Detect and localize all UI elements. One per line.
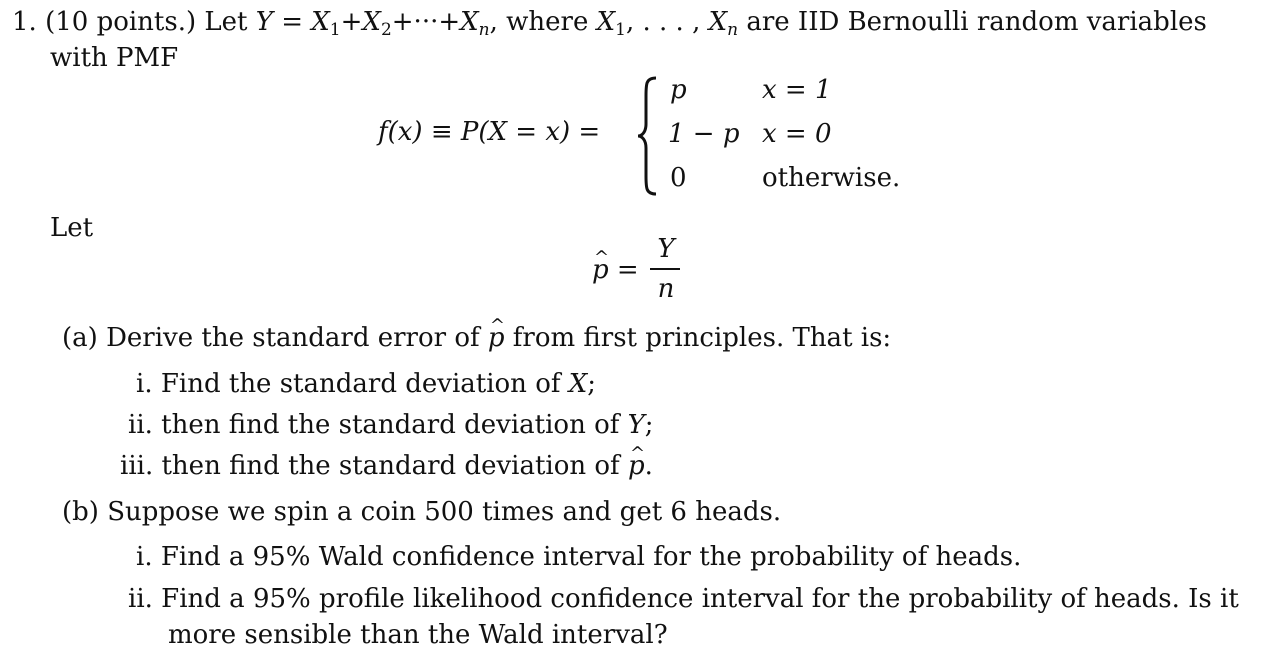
item-symbol: p ^ [628, 450, 645, 482]
pmf-case-value-3: 0 [670, 163, 687, 193]
problem-intro-line [12, 6, 1207, 38]
part-a-p-hat: p ^ [488, 322, 505, 354]
part-b-continuation: more sensible than the Wald interval? [168, 620, 668, 650]
left-brace-icon [636, 76, 658, 196]
sum-equation: $Y = X_1+X_2+\cdot\cdot\cdot+X_n$ [255, 7, 490, 40]
part-b-line [62, 496, 781, 528]
item-text: then find the standard deviation of [161, 451, 620, 481]
part-a-item-2 [128, 409, 654, 441]
part-b-item-2 [128, 583, 1239, 615]
part-a-text-before: Derive the standard error of [106, 323, 480, 353]
item-symbol: X [568, 369, 588, 399]
part-a-label: (a) [62, 323, 98, 353]
item-label: ii. [128, 584, 153, 614]
variable-list: $X_1$, . . . , $X_n$ [596, 7, 739, 40]
item-text: Find the standard deviation of [160, 369, 561, 399]
item-text: then find the standard deviation of [161, 410, 620, 440]
part-a-text-after: from first principles. That is: [512, 323, 892, 353]
item-label: ii. [128, 410, 153, 440]
pmf-lhs: f(x) ≡ P(X = x) = [378, 117, 601, 147]
pmf-case-condition-3: otherwise. [762, 163, 901, 193]
part-a-item-1 [136, 368, 596, 400]
intro-where: , where [489, 7, 589, 37]
let-label: Let [50, 213, 94, 243]
pmf-equation [378, 72, 918, 198]
item-text: Find a 95% Wald confidence interval for the probability of heads. [160, 542, 1022, 572]
fraction-numerator: Y [657, 234, 675, 264]
fraction-bar [650, 268, 680, 270]
estimator-equals: = [616, 255, 639, 285]
part-b-label: (b) [62, 497, 99, 527]
part-a-item-3 [120, 450, 653, 482]
p-hat-symbol: p ^ [592, 254, 609, 286]
pmf-case-value-1: p [670, 75, 687, 105]
item-label: i. [136, 369, 153, 399]
item-end: ; [644, 410, 654, 440]
part-a-line [62, 322, 891, 354]
item-text: Find a 95% profile likelihood confidence interval for the probability of heads. Is it [161, 584, 1239, 614]
item-end: ; [587, 369, 597, 399]
problem-number: 1. [12, 7, 37, 37]
item-end: . [644, 451, 653, 481]
item-label: iii. [120, 451, 154, 481]
fraction-denominator: n [657, 274, 675, 304]
intro-let: Let [204, 7, 248, 37]
intro-are: are IID Bernoulli random variables [746, 7, 1207, 37]
pmf-case-value-2: 1 − p [668, 119, 740, 149]
pmf-case-condition-1: x = 1 [762, 75, 832, 105]
intro-line-2: with PMF [50, 43, 179, 73]
part-b-text: Suppose we spin a coin 500 times and get 6 heads. [107, 497, 782, 527]
estimator-equation [592, 234, 692, 306]
item-symbol: Y [627, 410, 645, 440]
problem-points: (10 points.) [45, 7, 197, 37]
pmf-case-condition-2: x = 0 [762, 119, 832, 149]
part-b-item-1 [136, 541, 1021, 573]
item-label: i. [136, 542, 153, 572]
